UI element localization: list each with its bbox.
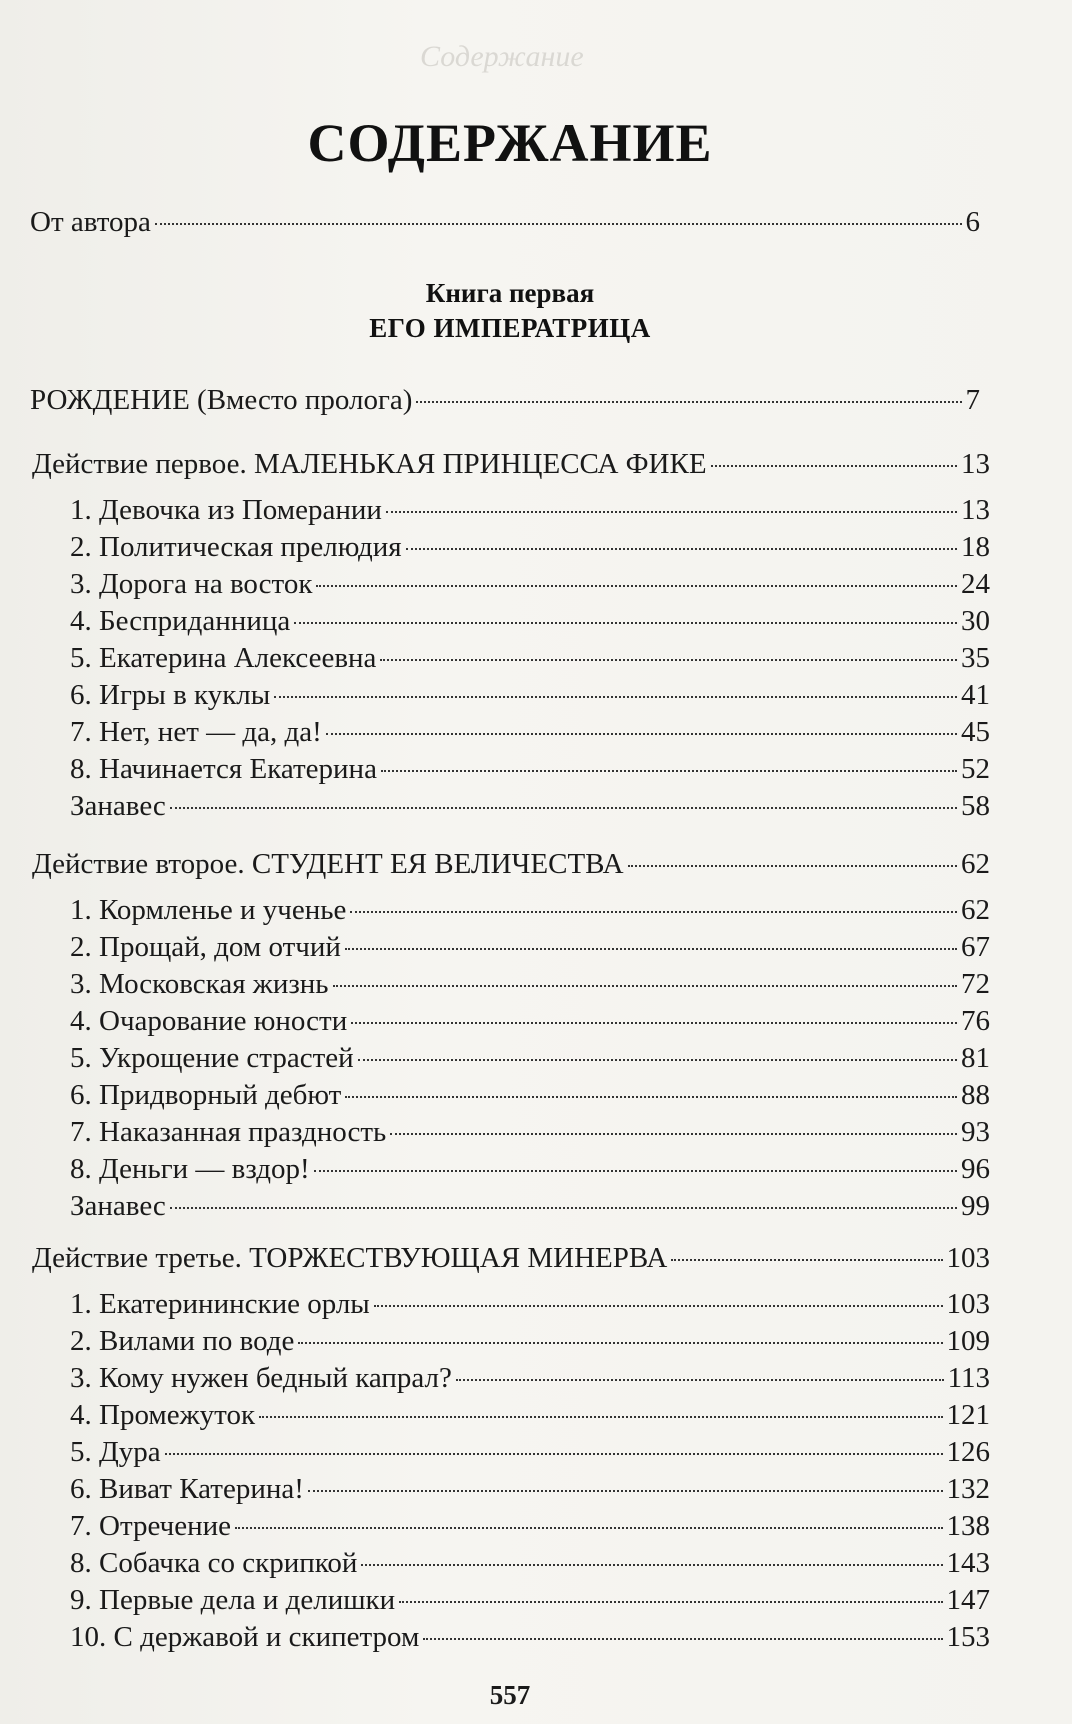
toc-entry-page: 41 [961, 679, 990, 711]
toc-entry-page: 88 [961, 1079, 990, 1111]
toc-entry-page: 143 [946, 1547, 990, 1579]
toc-entry [70, 1508, 990, 1544]
toc-entry-page: 62 [961, 848, 990, 880]
toc-entry [70, 1151, 990, 1187]
leader-dots [390, 1133, 957, 1135]
toc-section [32, 1240, 990, 1276]
toc-entry-page: 93 [961, 1116, 990, 1148]
book-heading-line2: ЕГО ИМПЕРАТРИЦА [369, 313, 651, 343]
leader-dots [274, 696, 957, 698]
toc-entry-label: 5. Екатерина Алексеевна [70, 642, 377, 674]
toc-entry [70, 1323, 990, 1359]
leader-dots [298, 1342, 942, 1344]
toc-entry [70, 1471, 990, 1507]
toc-entry [70, 788, 990, 824]
toc-entry [70, 1077, 990, 1113]
toc-entry-page: 96 [961, 1153, 990, 1185]
toc-entry-label: 8. Деньги — вздор! [70, 1153, 310, 1185]
leader-dots [294, 622, 957, 624]
toc-entry-label: Занавес [70, 790, 166, 822]
toc-entry [70, 1619, 990, 1655]
toc-entry [70, 1003, 990, 1039]
toc-entry-label: 1. Кормленье и ученье [70, 894, 347, 926]
toc-entry-label: Занавес [70, 1190, 166, 1222]
toc-entry-label: 4. Промежуток [70, 1399, 256, 1431]
toc-entry-page: 58 [961, 790, 990, 822]
toc-entry-label: От автора [30, 206, 151, 238]
toc-entry-page: 99 [961, 1190, 990, 1222]
leader-dots [345, 1096, 957, 1098]
toc-entry-label: 7. Нет, нет — да, да! [70, 716, 322, 748]
toc-entry-label: 6. Виват Катерина! [70, 1473, 304, 1505]
toc-entry-label: 9. Первые дела и делишки [70, 1584, 396, 1616]
toc-entry-label: 8. Начинается Екатерина [70, 753, 377, 785]
leader-dots [358, 1059, 957, 1061]
leader-dots [165, 1453, 943, 1455]
toc-entry-label: Действие второе. СТУДЕНТ ЕЯ ВЕЛИЧЕСТВА [32, 848, 624, 880]
toc-entry [70, 1360, 990, 1396]
toc-entry-label: 2. Политическая прелюдия [70, 531, 402, 563]
leader-dots [386, 511, 957, 513]
leader-dots [399, 1601, 942, 1603]
toc-entry-page: 52 [961, 753, 990, 785]
toc-entry-label: 5. Укрощение страстей [70, 1042, 354, 1074]
leader-dots [350, 911, 957, 913]
toc-entry-label: 10. С державой и скипетром [70, 1621, 420, 1653]
leader-dots [345, 948, 957, 950]
toc-entry [70, 640, 990, 676]
leader-dots [316, 585, 957, 587]
toc-entry-label: 7. Отречение [70, 1510, 231, 1542]
toc-entry [70, 929, 990, 965]
leader-dots [380, 659, 957, 661]
toc-entry-label: 1. Екатерининские орлы [70, 1288, 370, 1320]
leader-dots [381, 770, 957, 772]
toc-entry [70, 1040, 990, 1076]
toc-entry-page: 113 [947, 1362, 990, 1394]
leader-dots [671, 1259, 942, 1261]
leader-dots [361, 1564, 942, 1566]
book-heading-line1: Книга первая [425, 278, 595, 308]
toc-entry-page: 126 [946, 1436, 990, 1468]
toc-entry [70, 1286, 990, 1322]
toc-entry-label: Действие первое. МАЛЕНЬКАЯ ПРИНЦЕССА ФИКЕ [32, 448, 707, 480]
toc-entry-label: 7. Наказанная праздность [70, 1116, 387, 1148]
toc-entry [70, 1545, 990, 1581]
toc-entry [70, 892, 990, 928]
toc-entry-label: 3. Дорога на восток [70, 568, 313, 600]
toc-entry-label: 3. Кому нужен бедный капрал? [70, 1362, 452, 1394]
toc-entry-page: 7 [965, 384, 980, 416]
toc-entry-page: 81 [961, 1042, 990, 1074]
toc-entry [70, 1114, 990, 1150]
toc-entry-page: 67 [961, 931, 990, 963]
leader-dots [314, 1170, 957, 1172]
toc-entry [70, 566, 990, 602]
leader-dots [406, 548, 957, 550]
toc-entry-page: 132 [946, 1473, 990, 1505]
leader-dots [308, 1490, 943, 1492]
toc-entry-label: 2. Вилами по воде [70, 1325, 295, 1357]
toc-entry-page: 45 [961, 716, 990, 748]
toc-entry [70, 1397, 990, 1433]
bleed-through-header: Содержание [420, 40, 584, 73]
toc-entry-page: 103 [946, 1242, 990, 1274]
toc-entry-label: Действие третье. ТОРЖЕСТВУЮЩАЯ МИНЕРВА [32, 1242, 668, 1274]
toc-entry-page: 30 [961, 605, 990, 637]
leader-dots [456, 1379, 944, 1381]
toc-entry-page: 138 [946, 1510, 990, 1542]
toc-entry [70, 677, 990, 713]
toc-entry-page: 35 [961, 642, 990, 674]
toc-entry [70, 1188, 990, 1224]
leader-dots [416, 401, 961, 403]
leader-dots [711, 465, 957, 467]
leader-dots [155, 223, 962, 225]
toc-entry-label: 3. Московская жизнь [70, 968, 329, 1000]
toc-entry-page: 121 [946, 1399, 990, 1431]
toc-entry-label: 1. Девочка из Померании [70, 494, 382, 526]
toc-entry-page: 13 [961, 494, 990, 526]
toc-entry-page: 109 [946, 1325, 990, 1357]
toc-entry-page: 76 [961, 1005, 990, 1037]
toc-section [32, 446, 990, 482]
leader-dots [259, 1416, 942, 1418]
leader-dots [333, 985, 957, 987]
toc-entry-label: 4. Очарование юности [70, 1005, 348, 1037]
toc-section [32, 846, 990, 882]
toc-entry-page: 72 [961, 968, 990, 1000]
toc-entry-label: РОЖДЕНИЕ (Вместо пролога) [30, 384, 413, 416]
leader-dots [374, 1305, 943, 1307]
leader-dots [235, 1527, 943, 1529]
toc-entry-page: 153 [946, 1621, 990, 1653]
toc-entry [70, 751, 990, 787]
leader-dots [170, 1207, 957, 1209]
toc-entry-page: 6 [965, 206, 980, 238]
toc-entry [70, 603, 990, 639]
toc-entry [30, 204, 980, 240]
toc-entry-page: 147 [946, 1584, 990, 1616]
leader-dots [351, 1022, 957, 1024]
toc-entry [70, 492, 990, 528]
toc-entry-page: 18 [961, 531, 990, 563]
toc-entry-label: 5. Дура [70, 1436, 161, 1468]
toc-entry [70, 1582, 990, 1618]
leader-dots [423, 1638, 942, 1640]
leader-dots [326, 733, 957, 735]
toc-entry [70, 714, 990, 750]
toc-entry-page: 13 [961, 448, 990, 480]
page-title: СОДЕРЖАНИЕ [307, 113, 713, 173]
toc-entry-label: 4. Бесприданница [70, 605, 291, 637]
toc-entry-label: 8. Собачка со скрипкой [70, 1547, 358, 1579]
toc-entry-page: 24 [961, 568, 990, 600]
toc-entry-label: 6. Придворный дебют [70, 1079, 342, 1111]
toc-entry-label: 2. Прощай, дом отчий [70, 931, 341, 963]
page-number: 557 [489, 1680, 531, 1710]
toc-entry [70, 966, 990, 1002]
leader-dots [628, 865, 957, 867]
toc-entry [30, 382, 980, 418]
leader-dots [170, 807, 957, 809]
toc-entry [70, 529, 990, 565]
toc-entry-page: 62 [961, 894, 990, 926]
toc-entry-page: 103 [946, 1288, 990, 1320]
toc-entry [70, 1434, 990, 1470]
toc-entry-label: 6. Игры в куклы [70, 679, 271, 711]
